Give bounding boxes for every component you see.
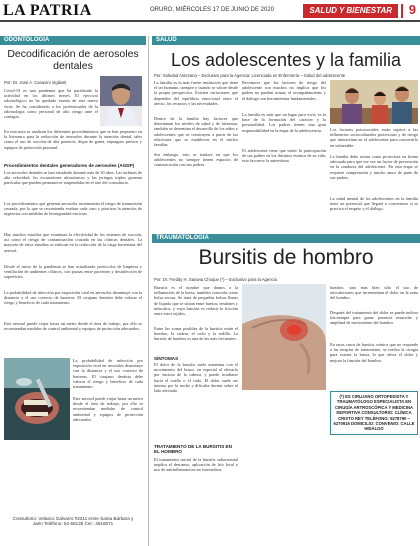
masthead	[0, 0, 420, 22]
article-body: La probabilidad de infección por exposición viral en aerosoles disminuye con la distancia y el uso correcto de barreras. El cirujano dentista debe valorar el riesgo y beneficio de cada tratamiento.	[73, 358, 143, 390]
section-label: TRAUMATOLOGÍA	[156, 235, 209, 241]
article-body: En raros casos de bursitis crónica que no responde a las terapias de tratamiento, se realiza la cirugía para extraer la bursa, lo que alivia el dolor y mejora la función del hombro.	[330, 342, 418, 363]
article-body: El dolor de la bursitis suele aumentar con el movimiento del brazo, en especial al elevarlo por encima de la cabeza, y puede irradiarse hacia el cuello o el codo. El dolor suele ser intenso por la noche y dificulta dormir sobre el lado afectado.	[154, 362, 238, 394]
article-title: Los adolescentes y la familia	[170, 50, 402, 70]
section-bar	[0, 36, 146, 45]
shoulder-photo	[242, 284, 326, 390]
author-contact-box	[330, 391, 418, 435]
article-body: La salud mental de los adolescentes en la familia tiene un potencial que llegará a concretarse si se practica el respeto y el diálogo.	[330, 196, 418, 212]
article-body: Este aerosol puede viajar hasta un metro desde el área de trabajo, por ello se recomiendan medidas de control ambiental y equipos de protección adecuados.	[73, 396, 143, 422]
article-body: El tratamiento inicial de la bursitis subacromial implica el descanso, aplicación de frío local y uso de antiinflamatorios no esteroideos.	[154, 457, 238, 473]
article-title: Bursitis de hombro	[198, 246, 374, 269]
article-byline: Por: Soledad Antezana – Exclusivo para la Agencia: Licenciada en Enfermería – Salud del adolescente	[154, 73, 346, 78]
article-body: La familia debe actuar como protectora en forma adecuada para que ese sea un factor de prevención en la conducta del adolescente. En esta etapa se requiere comprensión y mucho amor de parte de sus padres.	[330, 154, 418, 180]
dateline: ORURO, MIÉRCOLES 17 DE JUNIO DE 2020	[150, 7, 275, 13]
section-label: SALUD	[156, 37, 177, 43]
article-body: Hay muchos estudios que examinan la efectividad de los sistemas de succión, así como el riesgo de contaminación cruzada en las clínicas dentales. La mayoría de estos estudios se enfocan en la reducción de la carga bacteriana del aerosol.	[4, 232, 142, 253]
newspaper-logo: LA PATRIA	[3, 2, 92, 19]
article-body: Después del tratamiento del dolor se puede indicar fisioterapia para ganar potencia muscular y amplitud de movimiento del hombro.	[330, 310, 418, 326]
article-byline: Por: Dr. José A. Canavini Vigilanti	[4, 80, 67, 85]
article-body: Este aerosol puede viajar hasta un metro desde el área de trabajo, por ello se recomiendan medidas de control ambiental y equipos de protección adecuados.	[4, 321, 142, 332]
family-photo	[330, 80, 418, 124]
article-body: Sin embargo, esto se traduce en que los adolescentes no siempre tienen espacios de comunicación con sus padres.	[154, 152, 238, 168]
author-photo	[100, 76, 142, 126]
author-contact: (*) ES CIRUJANO ORTOPEDISTA Y TRAUMATÓLOGO ESPECIALISTA EN CIRUGÍA ARTROSCÓPICA Y MEDICINA DEPORTIVA CONSULTORIO: CLÍNICA CRISTO REY TELÉFONO: 5278790 – 6270916 DOMICILIO: CONVENIO: CALLE HIDALGO	[333, 394, 415, 432]
article-body-intro: Covid-19 es una pandemia que ha paralizado la actividad en los últimos meses. El ejercicio odontológico no ha quedado exento de este nuevo virus. Se ha considerado a los profesionales de la odontología como personal de alto riesgo ante el contagio.	[4, 88, 98, 120]
article-body: En esta nota se analizan los diferentes procedimientos que se han propuesto en la literatura para la reducción de aerosoles durante la atención dental, tales como el uso de succión de alta potencia, dique de goma, enjuagues previos y equipos de protección personal.	[4, 129, 142, 150]
article-title: Decodificación de aerosoles dentales	[7, 48, 139, 72]
section-label: ODONTOLOGÍA	[4, 37, 50, 43]
article-body: La familia es la más fuerte institución que tiene el ser humano, siempre y cuando se valore desde la propia perspectiva. Existen variaciones que dependen del equilibrio emocional entre el afecto, los recursos y las necesidades.	[154, 80, 238, 106]
section-bar	[152, 36, 420, 45]
article-body: Desde el inicio de la pandemia se han actualizado protocolos de limpieza y ventilación de ambientes clínicos, con pausas entre pacientes y desinfección de superficies.	[4, 264, 142, 280]
article-body: Los procedimientos que generan aerosoles incrementan el riesgo de transmisión cruzada, por lo que se recomienda evaluar cada caso y priorizar la atención de urgencias con medidas de bioseguridad estrictas.	[4, 201, 142, 217]
article-body: La familia es más que un lugar para vivir; es la base de la formación del carácter y la personalidad. Los padres tienen una gran responsabilidad en la etapa de la adolescencia.	[242, 112, 326, 133]
dental-photo	[4, 358, 70, 440]
article-subhead: SÍNTOMAS	[154, 356, 179, 361]
article-body: Entre las zonas posibles de la bursitis están el hombro, la cadera, el codo y la rodilla. La bursitis de hombro es una de las más frecuentes.	[154, 326, 238, 342]
section-tag: SALUD Y BIENESTAR	[303, 4, 398, 18]
contact-info: Consultorio: Velasco Galvarro #2311 entre Santa Bárbara y Jaén Teléfono: 52-58125 Cel.: 4618071	[12, 516, 134, 526]
article-body: Dentro de la familia hay factores que determinan los niveles de salud y de bienestar, también se determina el desarrollo de los niños y adolescentes que se construyen a partir de las relaciones que se establecen en el núcleo familiar.	[154, 116, 239, 148]
article-subhead: TRATAMIENTO DE LA BURSITIS EN EL HOMBRO	[154, 444, 232, 454]
article-body: Reconocer que los factores de riesgo del adolescente son muchos no implica que los padres no puedan actuar; el acompañamiento y el diálogo son herramientas fundamentales.	[242, 80, 326, 101]
article-byline: Por: Dr. Freddy H. Saravia Choque (*) – Exclusivo para la Agencia	[154, 277, 277, 282]
article-body: hombro, sino más bien sólo el uso de articulaciones que incrementan el dolor en la zona del hombro.	[330, 285, 418, 301]
article-odontologia	[0, 36, 146, 546]
section-bar	[152, 234, 420, 243]
article-body: Los factores psicosociales están sujetos a las influencias socioculturales protectoras y de riesgo que interactúan en el adolescente para convertirlo en vulnerable.	[330, 127, 418, 148]
column-divider	[148, 36, 149, 546]
article-body: El adolescente tiene que sentir la participación de sus padres en los distintos eventos de su vida, esto favorece la autoestima.	[242, 148, 326, 164]
article-salud	[152, 36, 420, 546]
article-subhead: Procedimientos dentales generadores de aerosoles (AGDP)	[4, 163, 135, 168]
page-number: 9	[408, 2, 416, 17]
page-divider	[401, 4, 403, 18]
article-body: La probabilidad de infección por exposición viral en aerosoles disminuye con la distancia y el uso correcto de barreras. El cirujano dentista debe valorar el riesgo y beneficio de cada tratamiento.	[4, 290, 142, 306]
article-body: Los aerosoles dentales se han estudiado durante más de 30 años. Las turbinas de alta velocidad, los escariadores ultrasónicos y las jeringas triples generan partículas que pueden permanecer suspendidas en el aire del consultorio.	[4, 170, 142, 186]
article-body: Bursitis es el nombre que damos a la inflamación de la bursa, también conocida como bolsa serosa. Se trata de pequeñas bolsas llenas de líquido que se sitúan entre huesos, tendones y músculos, y cuya función es reducir la fricción entre estos tejidos.	[154, 285, 238, 317]
